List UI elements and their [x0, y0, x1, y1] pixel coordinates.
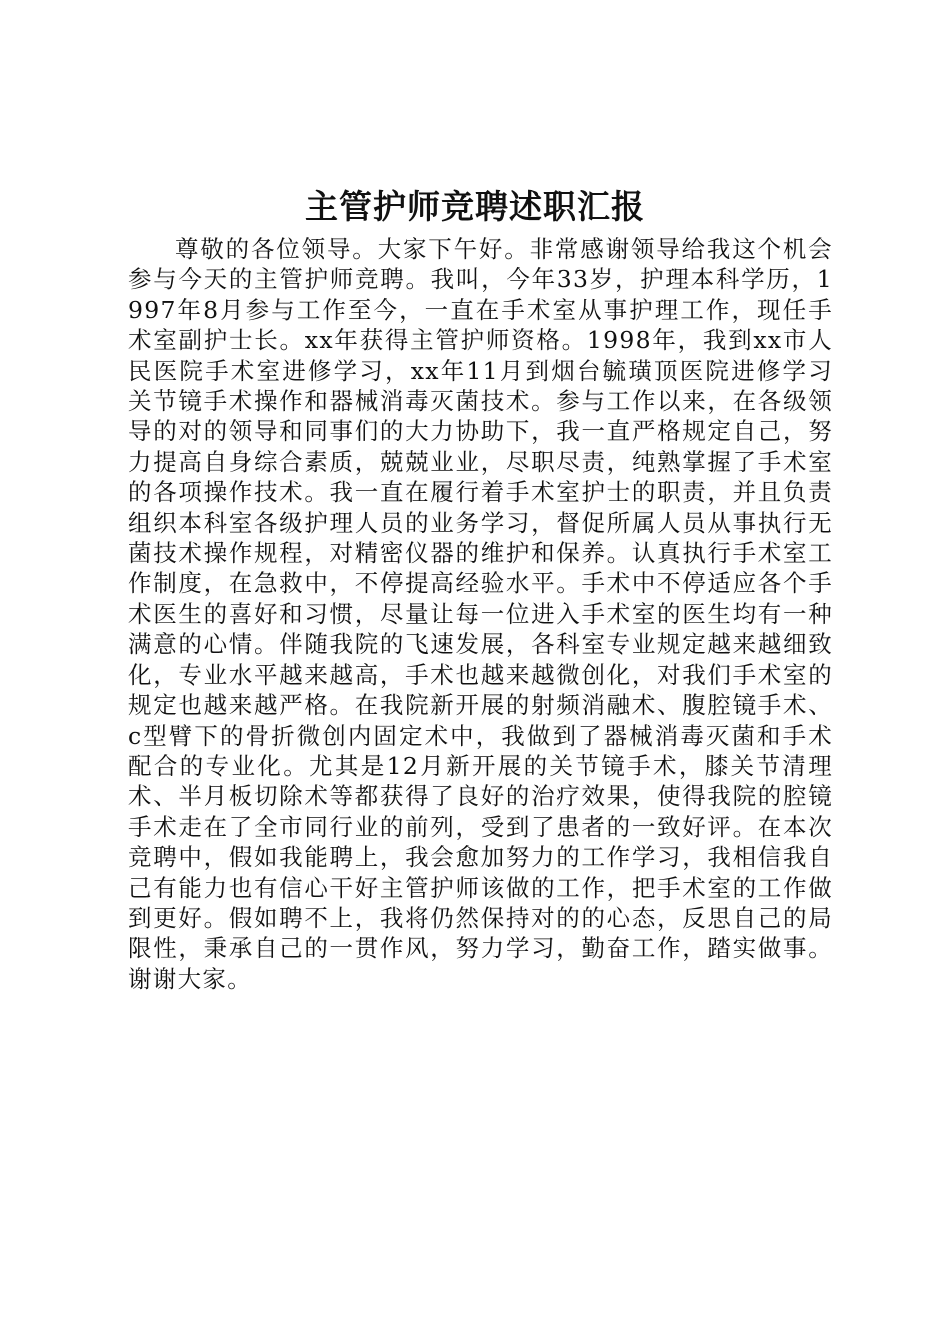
- document-body-paragraph: 尊敬的各位领导。大家下午好。非常感谢领导给我这个机会参与今天的主管护师竞聘。我叫，今年33岁，护理本科学历，1997年8月参与工作至今，一直在手术室从事护理工作，现任手术室副护士长。xx年获得主管护师资格。1998年，我到xx市人民医院手术室进修学习，xx年11月到烟台毓璜顶医院进修学习关节镜手术操作和器械消毒灭菌技术。参与工作以来，在各级领导的对的领导和同事们的大力协助下，我一直严格规定自己，努力提高自身综合素质，兢兢业业，尽职尽责，纯熟掌握了手术室的各项操作技术。我一直在履行着手术室护士的职责，并且负责组织本科室各级护理人员的业务学习，督促所属人员从事执行无菌技术操作规程，对精密仪器的维护和保养。认真执行手术室工作制度，在急救中，不停提高经验水平。手术中不停适应各个手术医生的喜好和习惯，尽量让每一位进入手术室的医生均有一种满意的心情。伴随我院的飞速发展，各科室专业规定越来越细致化，专业水平越来越高，手术也越来越微创化，对我们手术室的规定也越来越严格。在我院新开展的射频消融术、腹腔镜手术、c型臂下的骨折微创内固定术中，我做到了器械消毒灭菌和手术配合的专业化。尤其是12月新开展的关节镜手术，膝关节清理术、半月板切除术等都获得了良好的治疗效果，使得我院的腔镜手术走在了全市同行业的前列，受到了患者的一致好评。在本次竞聘中，假如我能聘上，我会愈加努力的工作学习，我相信我自己有能力也有信心干好主管护师该做的工作，把手术室的工作做到更好。假如聘不上，我将仍然保持对的的心态，反思自己的局限性，秉承自己的一贯作风，努力学习，勤奋工作，踏实做事。谢谢大家。: [128, 235, 833, 993]
- document-title: 主管护师竞聘述职汇报: [305, 187, 645, 226]
